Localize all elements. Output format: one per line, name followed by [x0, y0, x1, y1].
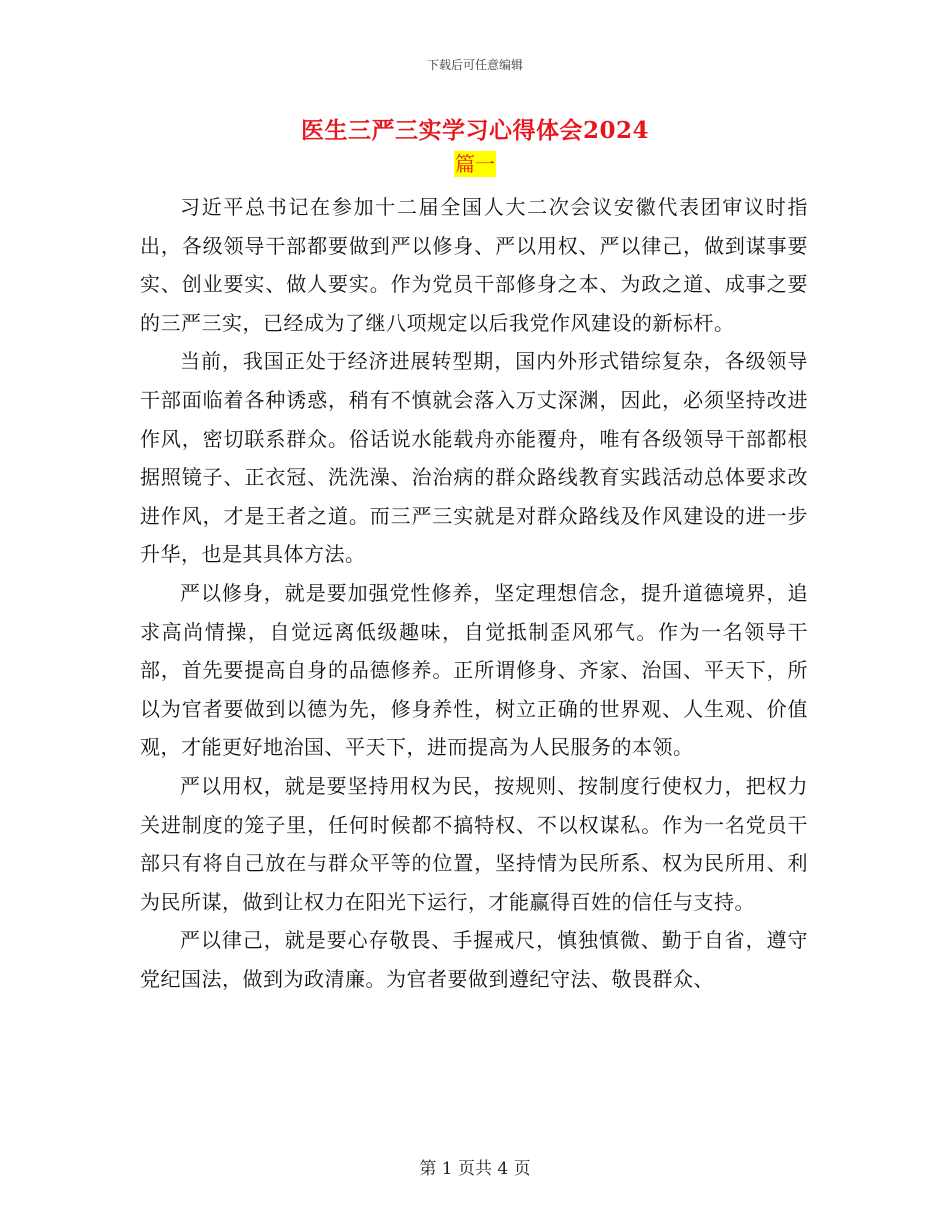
- body-paragraph: 当前，我国正处于经济进展转型期，国内外形式错综复杂，各级领导干部面临着各种诱惑，稍有不慎就会落入万丈深渊，因此，必须坚持改进作风，密切联系群众。俗话说水能载舟亦能覆舟，唯有各级领导干部都根据照镜子、正衣冠、洗洗澡、治治病的群众路线教育实践活动总体要求改进作风，才是王者之道。而三严三实就是对群众路线及作风建设的进一步升华，也是其具体方法。: [140, 349, 808, 567]
- body-paragraph: 习近平总书记在参加十二届全国人大二次会议安徽代表团审议时指出，各级领导干部都要做到严以修身、严以用权、严以律己，做到谋事要实、创业要实、做人要实。作为党员干部修身之本、为政之道、成事之要的三严三实，已经成为了继八项规定以后我党作风建设的新标杆。: [140, 195, 808, 335]
- page-footer: 第 1 页共 4 页: [419, 1159, 531, 1179]
- document-title: 医生三严三实学习心得体会2024: [300, 117, 649, 144]
- section-label-container: [0, 151, 950, 177]
- body-paragraph: 严以律己，就是要心存敬畏、手握戒尺，慎独慎微、勤于自省，遵守党纪国法，做到为政清廉。为官者要做到遵纪守法、敬畏群众、: [140, 928, 808, 991]
- body-paragraph: 严以用权，就是要坚持用权为民，按规则、按制度行使权力，把权力关进制度的笼子里，任何时候都不搞特权、不以权谋私。作为一名党员干部只有将自己放在与群众平等的位置，坚持情为民所系、权为民所用、利为民所谋，做到让权力在阳光下运行，才能赢得百姓的信任与支持。: [140, 773, 808, 914]
- body-paragraph: 严以修身，就是要加强党性修养，坚定理想信念，提升道德境界，追求高尚情操，自觉远离低级趣味，自觉抵制歪风邪气。作为一名领导干部，首先要提高自身的品德修养。正所谓修身、齐家、治国、平天下，所以为官者要做到以德为先，修身养性，树立正确的世界观、人生观、价值观，才能更好地治国、平天下，进而提高为人民服务的本领。: [140, 580, 808, 760]
- page-header-note: 下载后可任意编辑: [426, 58, 523, 72]
- document-body: [140, 188, 808, 998]
- section-label: 篇一: [455, 152, 495, 176]
